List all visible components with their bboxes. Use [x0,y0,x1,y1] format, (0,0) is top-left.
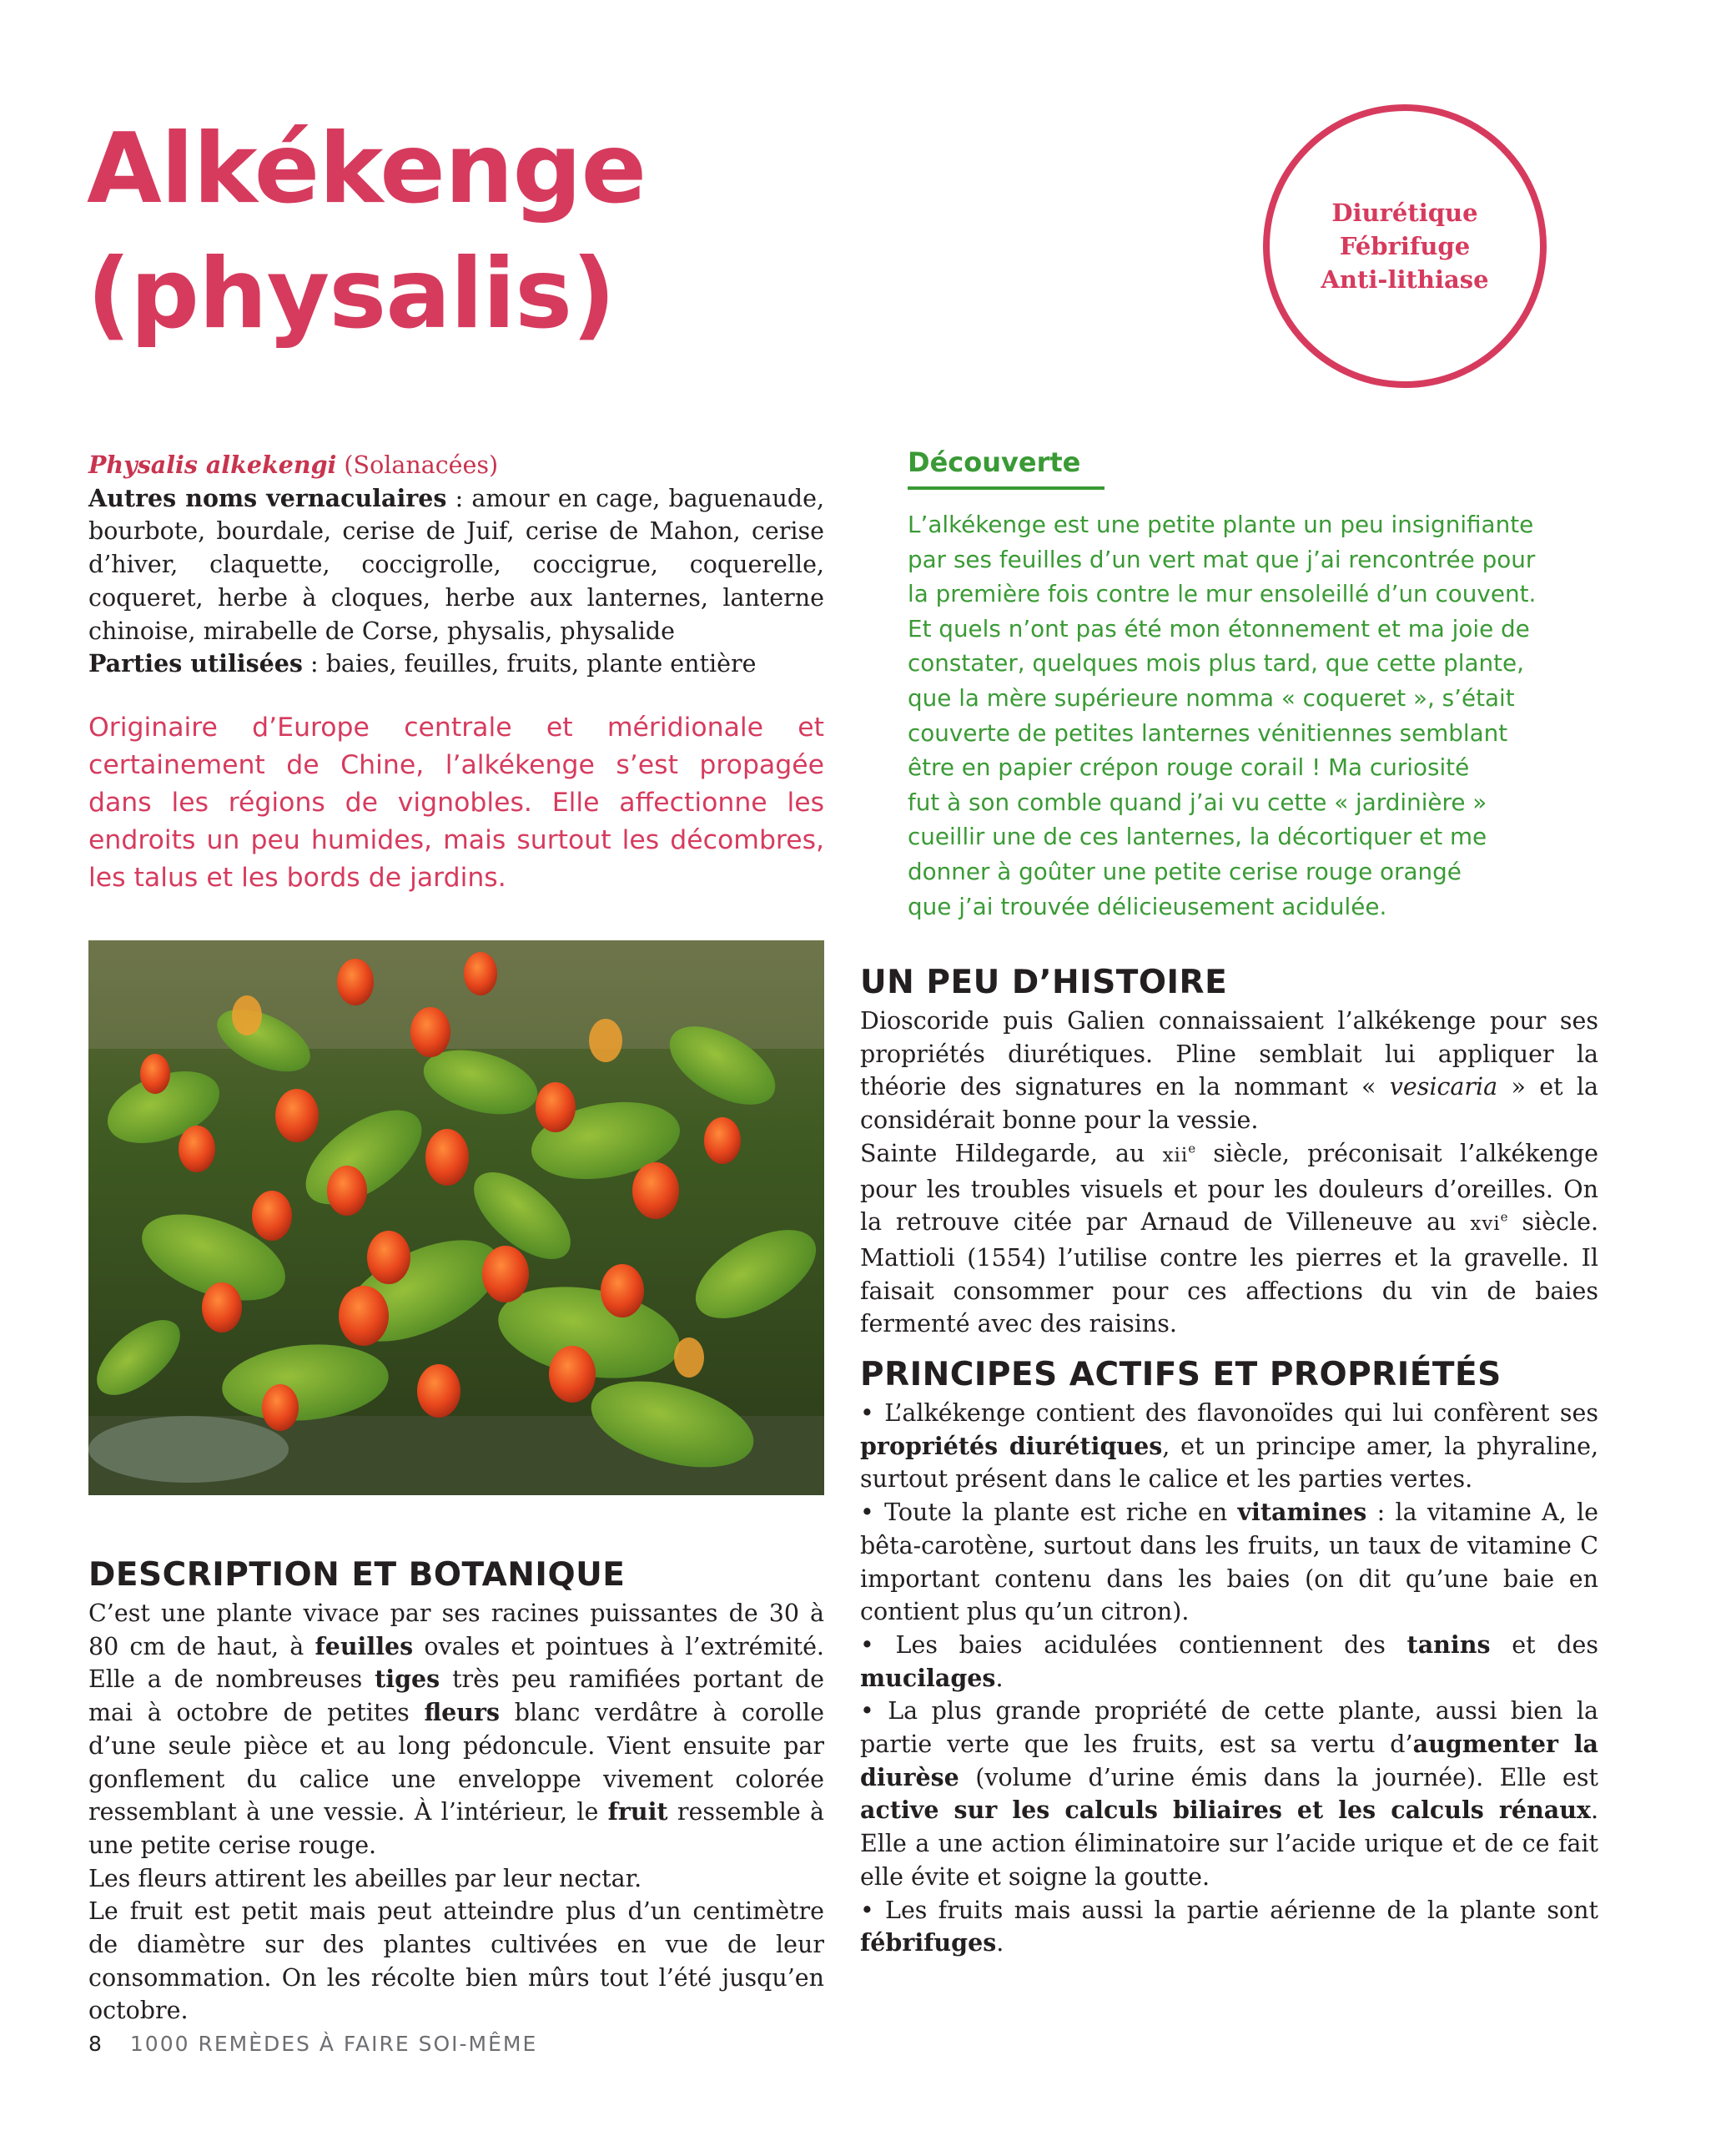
identity-block [88,449,824,681]
text-run-bold: tanins [1406,1630,1491,1659]
text-run: . Elle a une action éliminatoire sur l’acide urique et de ce fait elle évite et soigne la goutte. [860,1796,1598,1891]
text-run-bold: fruit [607,1797,668,1826]
vernacular-names [88,482,824,648]
text-run: » et la considérait bonne pour la vessie. [860,1073,1598,1135]
histoire-text [860,1005,1598,1341]
principes-bullet [860,1629,1598,1695]
physalis-photo [88,940,824,1495]
title-line-1: Alkékenge [87,113,647,225]
badge-item: Diurétique [1331,199,1478,227]
decouverte-line: que j’ai trouvée délicieusement acidulée. [908,892,1387,920]
text-run-bold: fébrifuges [860,1928,997,1957]
page-footer [88,2032,537,2056]
text-run: • Toute la plante est riche en [860,1499,1238,1527]
family-name: (Solanacées) [336,451,499,479]
species-line [88,449,824,482]
decouverte-line: donner à goûter une petite cerise rouge orangé [908,857,1462,885]
text-run: C’est une plante vivace par ses racines puissantes de 30 à 80 cm de haut, à [88,1599,824,1660]
principes-bullet [860,1695,1598,1893]
decouverte-line: par ses feuilles d’un vert mat que j’ai rencontrée pour [908,545,1536,573]
text-run: Dioscoride puis Galien connaissaient l’alkékenge pour ses propriétés diurétiques. Pline semblait lui appliquer la théorie des signatures en la nommant « [860,1007,1598,1101]
principes-text [860,1397,1598,1960]
principes-bullet [860,1894,1598,1960]
vernacular-label: Autres noms vernaculaires [88,483,447,512]
principes-bullet [860,1496,1598,1629]
histoire-paragraph [860,1137,1598,1341]
book-title: 1000 REMÈDES À FAIRE SOI-MÊME [129,2032,538,2056]
text-run: ressemble à une petite cerise rouge. [88,1798,824,1859]
decouverte-line: fut à son comble quand j’ai vu cette « jardinière » [908,788,1487,816]
text-run-bold: propriétés diurétiques [860,1431,1163,1460]
text-run: siècle, préconisait l’alkékenge pour les troubles visuels et pour les douleurs d’oreilles. On la retrouve citée par Arnaud de Villeneuve au [860,1139,1598,1237]
description-heading: DESCRIPTION ET BOTANIQUE [88,1556,626,1594]
page-title [87,107,646,357]
decouverte-line: constater, quelques mois plus tard, que cette plante, [908,649,1524,678]
text-run: , et un principe amer, la phyraline, surtout présent dans le calice et les parties vertes. [860,1432,1598,1494]
description-paragraph: Les fleurs attirent les abeilles par leur nectar. [88,1864,642,1892]
text-run: blanc verdâtre à corolle d’une seule pièce et au long pédoncule. Vient ensuite par gonflement du calice une enveloppe vivement colorée ressemblant à une vessie. À l’intérieur, le [88,1699,824,1826]
decouverte-heading: Découverte [908,446,1104,490]
text-run-bold: vitamines [1237,1498,1367,1527]
badge-item: Fébrifuge [1339,232,1471,260]
principes-heading: PRINCIPES ACTIFS ET PROPRIÉTÉS [860,1356,1502,1393]
histoire-heading: UN PEU D’HISTOIRE [860,964,1228,1001]
properties-badge [1263,104,1547,388]
text-run: • La plus grande propriété de cette plante, aussi bien la partie verte que les fruits, est sa vertu d’ [860,1697,1598,1759]
description-text [88,1597,824,2028]
century-numeral: xvi [1470,1213,1501,1236]
decouverte-line: Et quels n’ont pas été mon étonnement et ma joie de [908,614,1530,642]
parts-label: Parties utilisées [88,649,303,678]
text-run: • Les baies acidulées contiennent des [860,1630,1407,1659]
decouverte-line: la première fois contre le mur ensoleillé d’un couvent. [908,580,1537,608]
text-run: • Les fruits mais aussi la partie aérienne de la plante sont [860,1896,1598,1924]
badge-item: Anti-lithiase [1321,265,1489,294]
text-run-bold: fleurs [424,1698,501,1727]
decouverte-line: que la mère supérieure nomma « coqueret », s’était [908,683,1515,712]
superscript: e [1500,1209,1508,1225]
text-run: • L’alkékenge contient des flavonoïdes qui lui confèrent ses [860,1399,1598,1427]
text-run: siècle. Mattioli (1554) l’utilise contre les pierres et la gravelle. Il faisait consommer pour ces affections du vin de baies fermenté avec des raisins. [860,1208,1598,1338]
title-line-2: (physalis) [87,238,616,350]
description-paragraph: Le fruit est petit mais peut atteindre plus d’un centimètre de diamètre sur des plantes cultivées en vue de leur consommation. On les récolte bien mûrs tout l’été jusqu’en octobre. [88,1897,824,2025]
text-run: ovales et pointues à l’extrémité. Elle a de nombreuses [88,1632,824,1694]
text-run: et des [1490,1630,1598,1659]
decouverte-text [908,507,1575,924]
decouverte-line: L’alkékenge est une petite plante un peu insignifiante [908,511,1534,538]
parts-used [88,647,824,681]
text-run: très peu ramifiées portant de mai à octobre de petites [88,1665,824,1727]
page-number: 8 [88,2032,102,2056]
text-run-bold: augmenter la diurèse [860,1730,1599,1791]
species-name: Physalis alkekengi [88,451,337,479]
text-run: . [996,1929,1004,1957]
text-run: : la vitamine A, le bêta-carotène, surtout dans les fruits, un taux de vitamine C important contenu dans les baies (on dit qu’une baie en contient plus qu’un citron). [860,1499,1598,1626]
text-run-bold: tiges [375,1665,440,1694]
histoire-paragraph [860,1005,1598,1137]
text-run: . [995,1664,1004,1692]
century-numeral: xii [1162,1144,1189,1166]
text-run: Sainte Hildegarde, au [860,1139,1163,1167]
description-paragraph [88,1597,824,1862]
intro-paragraph: Originaire d’Europe centrale et méridionale et certainement de Chine, l’alkékenge s’est propagée dans les régions de vignobles. Elle affectionne les endroits un peu humides, mais surtout les décombres, les talus et les bords de jardins. [88,713,824,893]
principes-bullet [860,1397,1598,1496]
text-run-italic: vesicaria [1389,1073,1498,1101]
text-run-bold: mucilages [860,1663,996,1692]
decouverte-line: cueillir une de ces lanternes, la décortiquer et me [908,823,1487,851]
decouverte-line: couverte de petites lanternes vénitiennes semblant [908,718,1508,747]
text-run-bold: feuilles [314,1631,414,1660]
superscript: e [1188,1141,1196,1156]
parts-text: : baies, feuilles, fruits, plante entière [302,650,757,678]
vernacular-text: : amour en cage, baguenaude, bourbote, bourdale, cerise de Juif, cerise de Mahon, cerise d’hiver, claquette, coccigrolle, coccigrue, coquerelle, coqueret, herbe à cloques, herbe aux lanternes, lanterne chinoise, mirabelle de Corse, physalis, physalide [88,484,825,645]
text-run-bold: active sur les calculs biliaires et les calculs rénaux [860,1796,1591,1825]
text-run: (volume d’urine émis dans la journée). Elle est [959,1763,1598,1791]
decouverte-line: être en papier crépon rouge corail ! Ma curiosité [908,753,1470,782]
